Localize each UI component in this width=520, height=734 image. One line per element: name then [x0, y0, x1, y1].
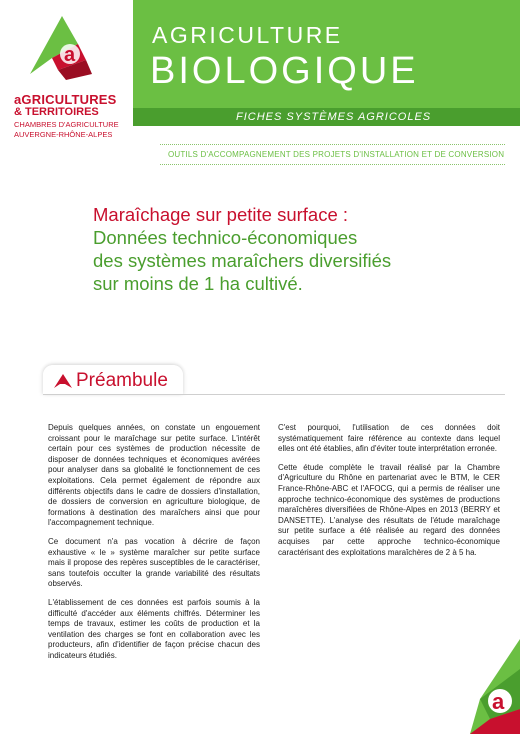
header-band-text: FICHES SYSTÈMES AGRICOLES	[236, 111, 432, 123]
section-title: Préambule	[76, 370, 168, 391]
document-title	[93, 203, 503, 295]
header-title-main: BIOLOGIQUE	[150, 50, 419, 92]
body-column-left	[48, 423, 260, 669]
divider-bottom	[160, 164, 505, 165]
header-title-top: AGRICULTURE	[152, 22, 343, 48]
divider-top	[160, 144, 505, 145]
title-green-1: Données technico-économiques	[93, 227, 358, 248]
corner-logo	[450, 639, 520, 734]
title-green-3: sur moins de 1 ha cultivé.	[93, 273, 303, 294]
svg-text:a: a	[492, 689, 505, 714]
paragraph: L'établissement de ces données est parfois soumis à la difficulté d'accéder aux éléments chiffrés. Déterminer les temps de travaux, estimer les coûts de production et la ventilation des charges se font en collaboration avec les producteurs, afin d'identifier de façon précise chacun des indicateurs étudiés.	[48, 597, 260, 660]
logo-text-chambres: CHAMBRES D'AGRICULTURE	[14, 120, 119, 129]
paragraph: Ce document n'a pas vocation à décrire de façon exhaustive « le » système maraîcher sur petite surface mais il propose des repères susceptibles de le caractériser, sans toutefois occulter la grande variabilité des résultats observés.	[48, 536, 260, 589]
outils-caption: OUTILS D'ACCOMPAGNEMENT DES PROJETS D'INSTALLATION ET DE CONVERSION	[168, 150, 505, 159]
title-red: Maraîchage sur petite surface :	[93, 204, 349, 225]
paragraph: Depuis quelques années, on constate un engouement croissant pour le maraîchage sur petite surface. L'intérêt certain pour ces systèmes de production nécessite de disposer de données techniques et économiques avérées pour analyser dans sa globalité le fonctionnement de ces exploitations. Cela permet également de répondre aux différents objectifs dans le cadre de dossiers d'installation, de dossiers de conversion en agriculture biologique, de formations à destination des maraîchers ainsi que pour l'accompagnement technique.	[48, 423, 260, 528]
logo-text-agricultures: aGRICULTURES	[14, 92, 117, 107]
paragraph: Cette étude complète le travail réalisé par la Chambre d'Agriculture du Rhône en partenariat avec le BTM, le CER France-Rhône-ABC et l'AFOCG, qui a permis de réaliser une approche technico-économique des systèmes de productions maraîchères diversifiées de Rhône-Alpes en 2013 (BERRY et DANSETTE). L'analyse des résultats de l'étude maraîchage sur petite surface a été réalisée au regard des données acquises par cette approche technico-économique caractérisant des exploitations maraîchères de 2 à 5 ha.	[278, 462, 500, 557]
paragraph: C'est pourquoi, l'utilisation de ces données doit systématiquement faire référence au contexte dans lequel elles ont été établies, afin d'éviter toute interprétation erronée.	[278, 423, 500, 454]
logo-text-region: AUVERGNE-RHÔNE-ALPES	[14, 130, 113, 139]
section-rule	[43, 394, 505, 395]
chambres-agriculture-logo	[14, 14, 124, 139]
body-column-right	[278, 423, 500, 566]
logo-text-territoires: & TERRITOIRES	[14, 106, 99, 118]
section-arrow-icon	[54, 374, 72, 388]
svg-text:a: a	[64, 44, 76, 66]
logo-mark-icon	[22, 14, 102, 90]
title-green-2: des systèmes maraîchers diversifiés	[93, 250, 392, 271]
